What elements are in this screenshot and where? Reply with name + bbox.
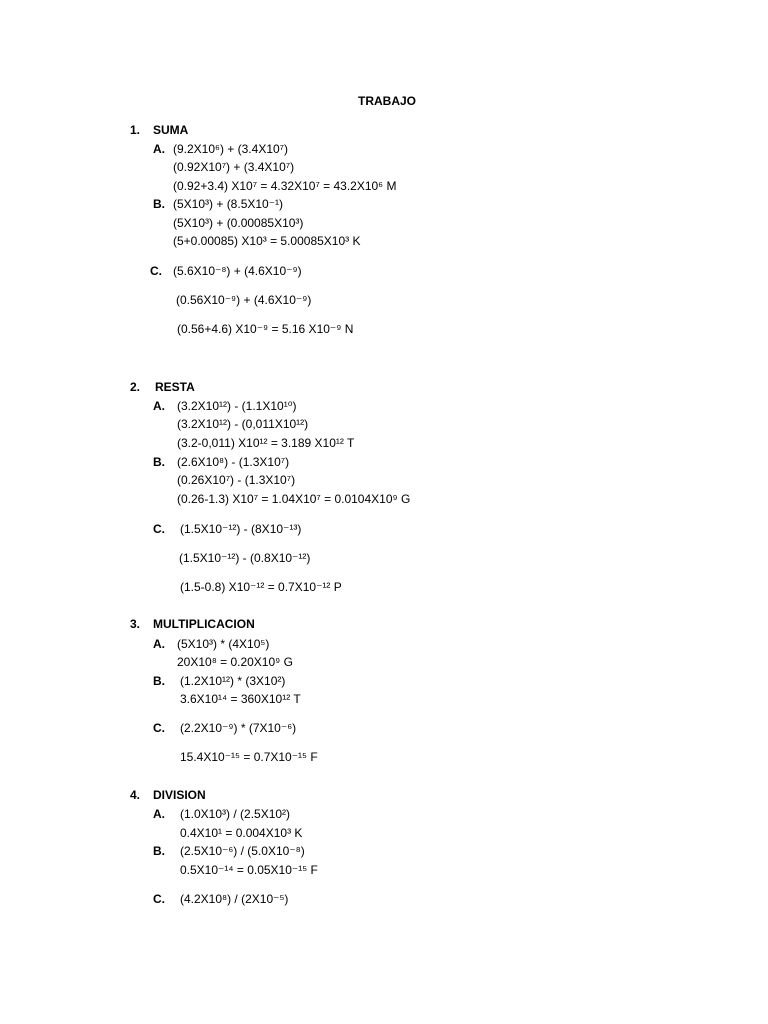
equation-line: (5X10³) + (8.5X10⁻¹) xyxy=(173,197,284,211)
section-heading-division: DIVISION xyxy=(153,788,206,802)
item-label: A. xyxy=(153,142,165,156)
section-number: 1. xyxy=(130,123,141,137)
section-number: 3. xyxy=(130,617,141,631)
item-label: A. xyxy=(153,807,165,821)
equation-line: (0.56X10⁻⁹) + (4.6X10⁻⁹) xyxy=(176,293,312,307)
equation-line: (0.26X10⁷) - (1.3X10⁷) xyxy=(177,473,296,487)
item-label: C. xyxy=(153,721,165,735)
section-heading-multiplicacion: MULTIPLICACION xyxy=(153,617,255,631)
section-heading-resta: RESTA xyxy=(155,380,195,394)
equation-line: (0.26-1.3) X10⁷ = 1.04X10⁷ = 0.0104X10⁹ G xyxy=(177,492,411,506)
equation-line: (9.2X10⁶) + (3.4X10⁷) xyxy=(173,142,289,156)
page-title: TRABAJO xyxy=(358,94,417,108)
equation-line: 15.4X10⁻¹⁵ = 0.7X10⁻¹⁵ F xyxy=(180,750,318,764)
item-label: B. xyxy=(153,674,165,688)
equation-line: (1.5X10⁻¹²) - (0.8X10⁻¹²) xyxy=(179,551,311,565)
equation-line: (0.56+4.6) X10⁻⁹ = 5.16 X10⁻⁹ N xyxy=(177,322,354,336)
equation-line: (5X10³) * (4X10⁵) xyxy=(177,637,270,651)
equation-line: (3.2-0,011) X10¹² = 3.189 X10¹² T xyxy=(177,436,355,450)
equation-line: (5.6X10⁻⁸) + (4.6X10⁻⁹) xyxy=(173,264,302,278)
section-number: 2. xyxy=(130,380,141,394)
equation-line: (1.5X10⁻¹²) - (8X10⁻¹³) xyxy=(180,522,302,536)
equation-line: (2.6X10⁸) - (1.3X10⁷) xyxy=(177,455,290,469)
item-label: C. xyxy=(153,892,165,906)
equation-line: (0.92+3.4) X10⁷ = 4.32X10⁷ = 43.2X10⁶ M xyxy=(173,179,397,193)
section-heading-suma: SUMA xyxy=(153,123,189,137)
equation-line: (0.92X10⁷) + (3.4X10⁷) xyxy=(173,160,295,174)
item-label: B. xyxy=(153,197,165,211)
equation-line: (2.5X10⁻⁶) / (5.0X10⁻⁸) xyxy=(180,844,305,858)
item-label: C. xyxy=(150,264,162,278)
equation-line: (4.2X10⁸) / (2X10⁻⁵) xyxy=(180,892,289,906)
item-label: A. xyxy=(153,399,165,413)
equation-line: (3.2X10¹²) - (1.1X10¹⁰) xyxy=(177,399,297,413)
section-number: 4. xyxy=(130,788,141,802)
equation-line: (5X10³) + (0.00085X10³) xyxy=(173,216,304,230)
equation-line: (1.0X10³) / (2.5X10²) xyxy=(180,807,291,821)
equation-line: (1.2X10¹²) * (3X10²) xyxy=(180,674,286,688)
equation-line: 0.4X10¹ = 0.004X10³ K xyxy=(180,826,303,840)
item-label: B. xyxy=(153,844,165,858)
item-label: A. xyxy=(153,637,165,651)
equation-line: (2.2X10⁻⁹) * (7X10⁻⁶) xyxy=(180,721,297,735)
equation-line: 0.5X10⁻¹⁴ = 0.05X10⁻¹⁵ F xyxy=(180,863,318,877)
equation-line: 20X10⁸ = 0.20X10⁹ G xyxy=(177,655,293,669)
equation-line: (1.5-0.8) X10⁻¹² = 0.7X10⁻¹² P xyxy=(180,580,342,594)
equation-line: (3.2X10¹²) - (0,011X10¹²) xyxy=(177,417,309,431)
item-label: C. xyxy=(153,522,165,536)
equation-line: (5+0.00085) X10³ = 5.00085X10³ K xyxy=(173,234,361,248)
item-label: B. xyxy=(153,455,165,469)
equation-line: 3.6X10¹⁴ = 360X10¹² T xyxy=(180,692,301,706)
